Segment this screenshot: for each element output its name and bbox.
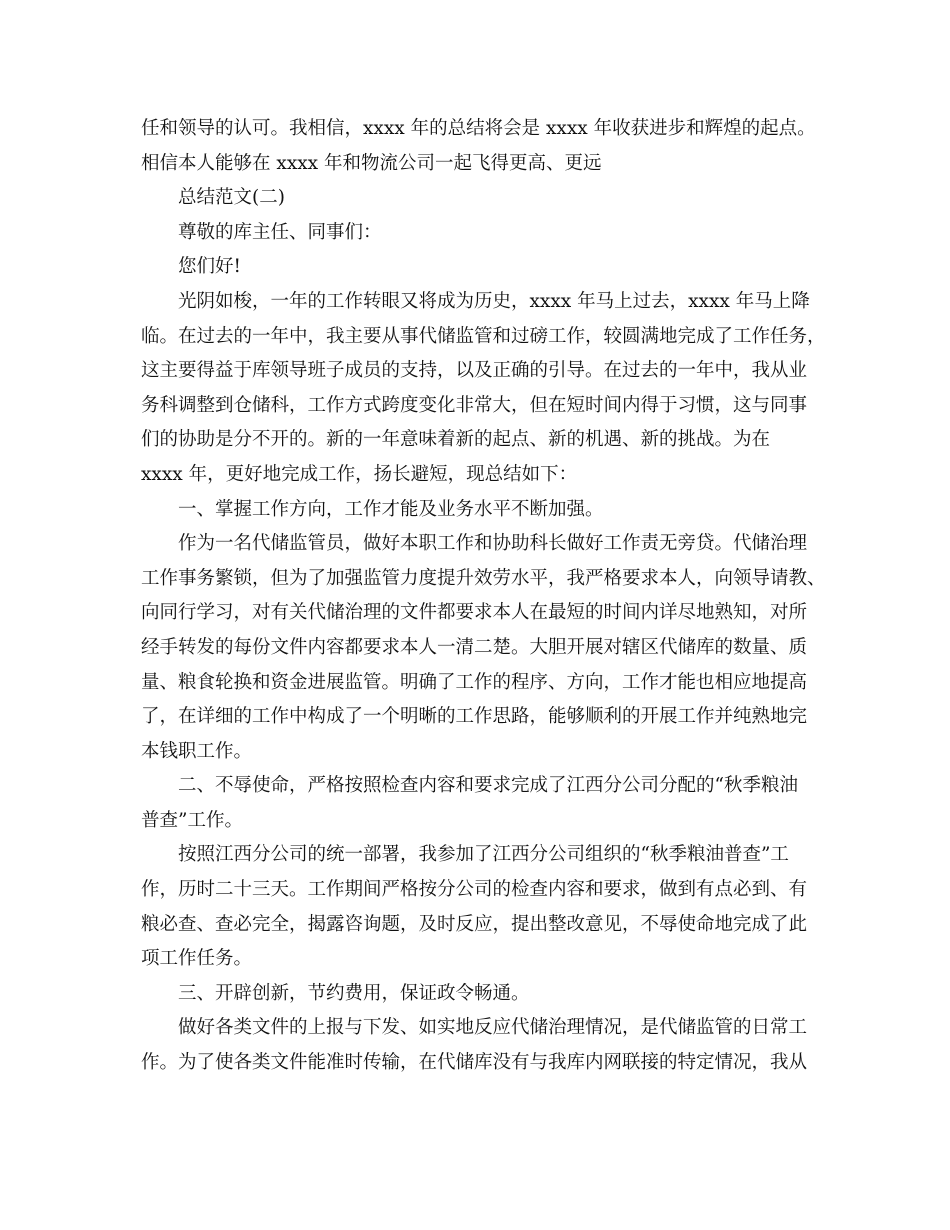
text-line: 任和领导的认可。我相信，xxxx 年的总结将会是 xxxx 年收获进步和辉煌的起点。	[141, 118, 816, 139]
text-line: 这主要得益于库领导班子成员的支持，以及正确的引导。在过去的一年中，我从业	[141, 360, 808, 382]
text-line: 作，历时二十三天。工作期间严格按分公司的检查内容和要求，做到有点必到、有	[141, 879, 808, 901]
text-line: 量、粮食轮换和资金进展监管。明确了工作的程序、方向，工作才能也相应地提高	[141, 671, 808, 693]
text-line: 粮必查、查必完全，揭露咨询题，及时反应，提出整改意见，不辱使命地完成了此	[141, 913, 808, 935]
text-line: 工作事务繁锁，但为了加强监管力度提升效劳水平，我严格要求本人，向领导请教、	[141, 567, 826, 589]
text-line: 普查”工作。	[141, 809, 243, 831]
text-line: 相信本人能够在 xxxx 年和物流公司一起飞得更高、更远	[141, 152, 602, 174]
text-line: 务科调整到仓储科，工作方式跨度变化非常大，但在短时间内得于习惯，这与同事	[141, 394, 808, 416]
text-line: 三、开辟创新，节约费用，保证政令畅通。	[178, 982, 530, 1004]
text-line: 了，在详细的工作中构成了一个明晰的工作思路，能够顺利的开展工作并纯熟地完	[141, 706, 808, 728]
text-line: 总结范文(二)	[178, 187, 285, 209]
text-line: 们的协助是分不开的。新的一年意味着新的起点、新的机遇、新的挑战。为在	[141, 429, 771, 451]
text-line: 临。在过去的一年中，我主要从事代储监管和过磅工作，较圆满地完成了工作任务，	[141, 325, 826, 347]
text-line: 尊敬的库主任、同事们：	[178, 221, 382, 243]
text-line: 本钱职工作。	[141, 740, 253, 762]
text-line: 项工作任务。	[141, 948, 253, 970]
text-line: 作。为了使各类文件能准时传输，在代储库没有与我库内网联接的特定情况，我从	[141, 1052, 808, 1074]
text-line: 经手转发的每份文件内容都要求本人一清二楚。大胆开展对辖区代储库的数量、质	[141, 636, 808, 658]
text-line: 一、掌握工作方向，工作才能及业务水平不断加强。	[178, 498, 604, 520]
text-line: 按照江西分公司的统一部署，我参加了江西分公司组织的“秋季粮油普查”工	[178, 844, 789, 866]
text-line: xxxx 年，更好地完成工作，扬长避短，现总结如下：	[141, 463, 578, 485]
text-line: 做好各类文件的上报与下发、如实地反应代储治理情况，是代储监管的日常工	[178, 1017, 808, 1039]
text-line: 二、不辱使命，严格按照检查内容和要求完成了江西分公司分配的“秋季粮油	[178, 775, 798, 797]
document-body	[141, 112, 826, 1081]
text-line: 您们好!	[178, 256, 241, 278]
text-line: 向同行学习，对有关代储治理的文件都要求本人在最短的时间内详尽地熟知，对所	[141, 602, 808, 624]
text-line: 光阴如梭，一年的工作转眼又将成为历史，xxxx 年马上过去，xxxx 年马上降	[178, 290, 810, 312]
text-line: 作为一名代储监管员，做好本职工作和协助科长做好工作责无旁贷。代储治理	[178, 533, 808, 555]
